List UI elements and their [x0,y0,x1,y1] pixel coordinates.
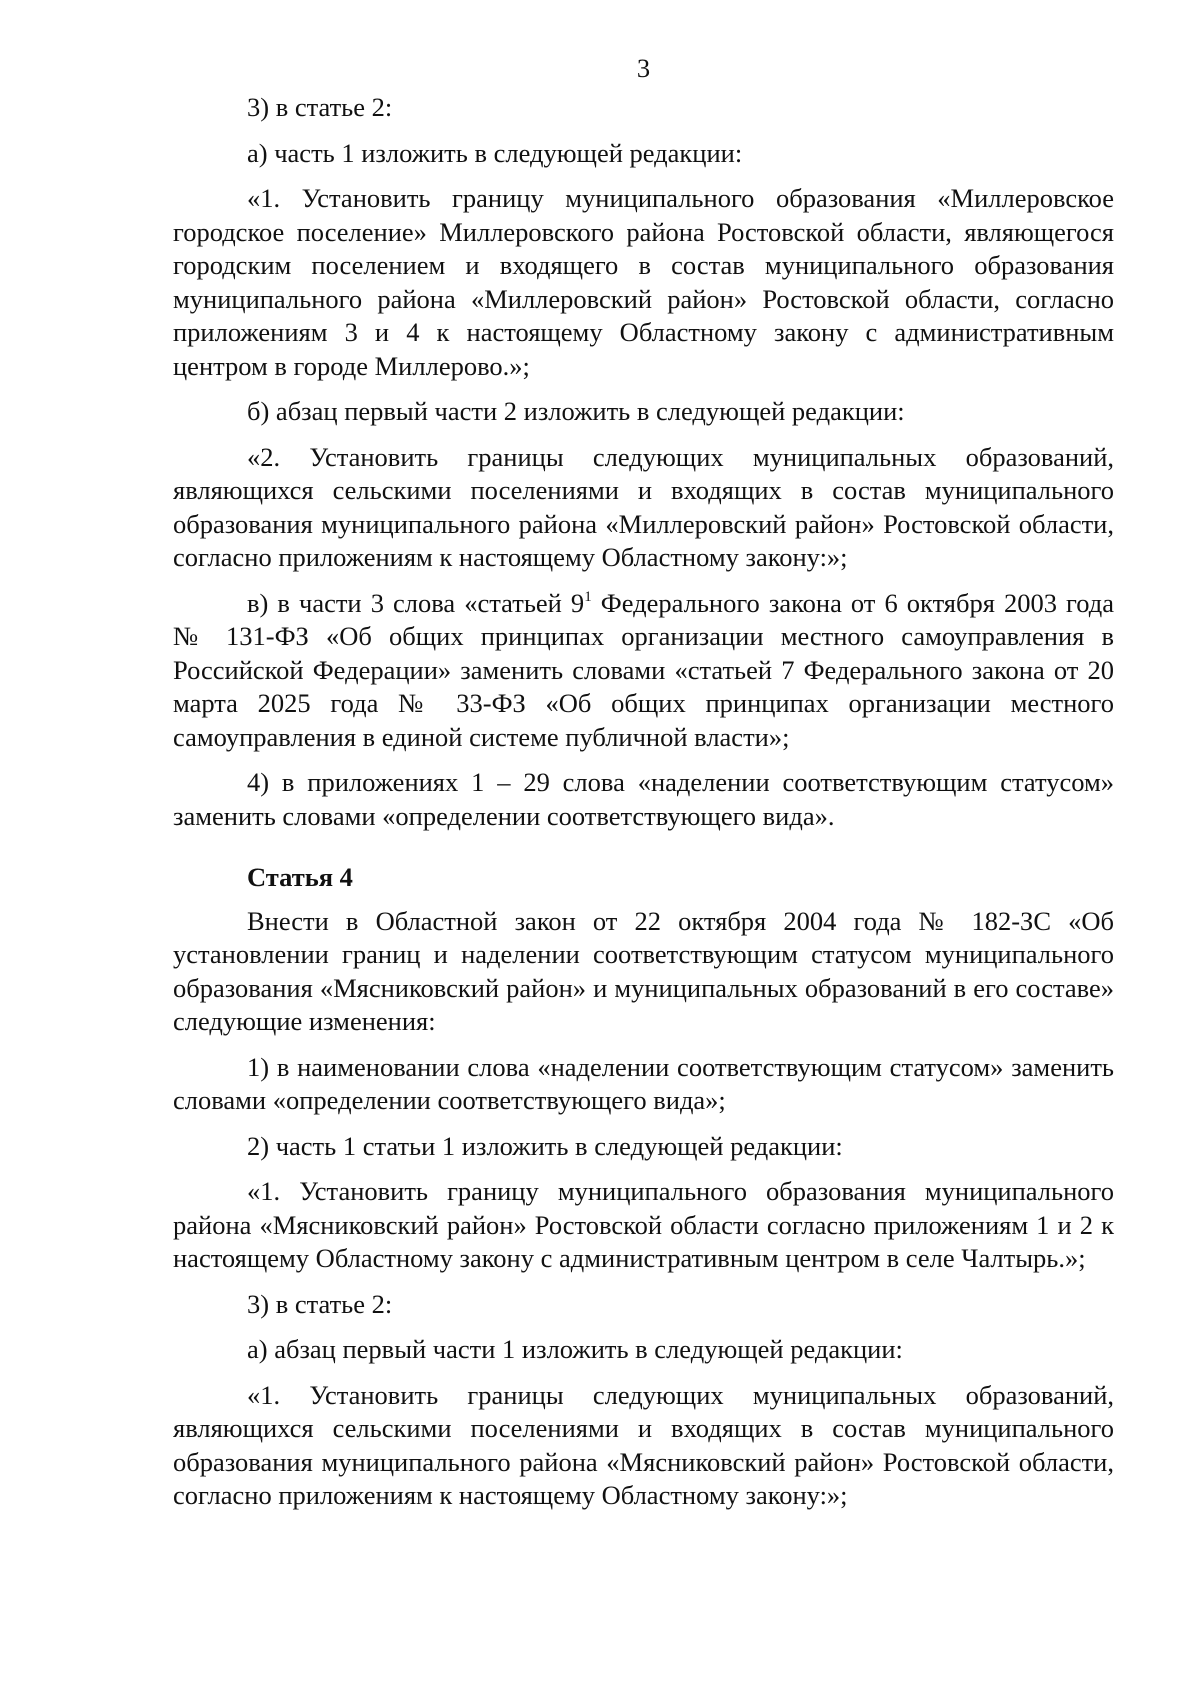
paragraph-quote-boundary-myasnikovsky: «1. Установить границу муниципального образования муниципального района «Мясниковский район» Ростовской области согласно приложениям 1 и 2 к настоящему Областному закону с административным центром в селе Чалтырь.»; [173,1176,1114,1273]
paragraph-item-4: 4) в приложениях 1 – 29 слова «наделении соответствующим статусом» заменить словами «определении соответствующего вида». [173,767,1114,831]
paragraph-quote-boundaries-myasnikovsky-rural: «1. Установить границы следующих муниципальных образований, являющихся сельскими поселениями и входящих в состав муниципального образования муниципального района «Мясниковский район» Ростовской области, согласно приложениям к настоящему Областному закону:»; [173,1379,1114,1510]
paragraph-subitem-v-text-end: Федерального закона от 6 октября 2003 года № 131-ФЗ «Об общих принципах организации местного самоуправления в Российской Федерации» заменить словами «статьей 7 Федерального закона от 20 марта 2025 года № 33-ФЗ «Об общих принципах организации местного самоуправления в единой системе публичной власти»; [173,587,1114,752]
paragraph-article-4-subitem-a: а) абзац первый части 1 изложить в следующей редакции: [247,1334,903,1364]
paragraph-article-4-item-2: 2) часть 1 статьи 1 изложить в следующей редакции: [247,1130,843,1161]
paragraph-subitem-a: а) часть 1 изложить в следующей редакции: [247,137,743,168]
paragraph-subitem-b: б) абзац первый части 2 изложить в следующей редакции: [247,396,905,426]
paragraph-subitem-v-text-start: в) в части 3 слова «статьей 9 [247,587,585,618]
paragraph-subitem-v [173,587,1114,755]
paragraph-article-4-item-1: 1) в наименовании слова «наделении соответствующим статусом» заменить словами «определении соответствующего вида»; [173,1051,1114,1115]
paragraph-quote-boundary-millerovo: «1. Установить границу муниципального образования «Миллеровское городское поселение» Миллеровского района Ростовской области, являющегося городским поселением и входящего в состав муниципального образования муниципального района «Миллеровский район» Ростовской области, согласно приложениям 3 и 4 к настоящему Областному закону с административным центром в городе Миллерово.»; [173,183,1114,381]
paragraph-article-4-intro: Внести в Областной закон от 22 октября 2004 года № 182-ЗС «Об установлении границ и наделении соответствующим статусом муниципального образования «Мясниковский район» и муниципальных образований в его составе» следующие изменения: [173,905,1114,1036]
superscript-index: 1 [584,588,592,605]
paragraph-quote-boundaries-rural: «2. Установить границы следующих муниципальных образований, являющихся сельскими поселениями и входящих в состав муниципального образования муниципального района «Миллеровский район» Ростовской области, согласно приложениям к настоящему Областному закону:»; [173,441,1114,572]
paragraph-article-2-item-3: 3) в статье 2: [247,92,393,122]
article-heading: Статья 4 [247,862,353,892]
page-number: 3 [636,53,651,83]
paragraph-article-4-item-3: 3) в статье 2: [247,1288,393,1319]
